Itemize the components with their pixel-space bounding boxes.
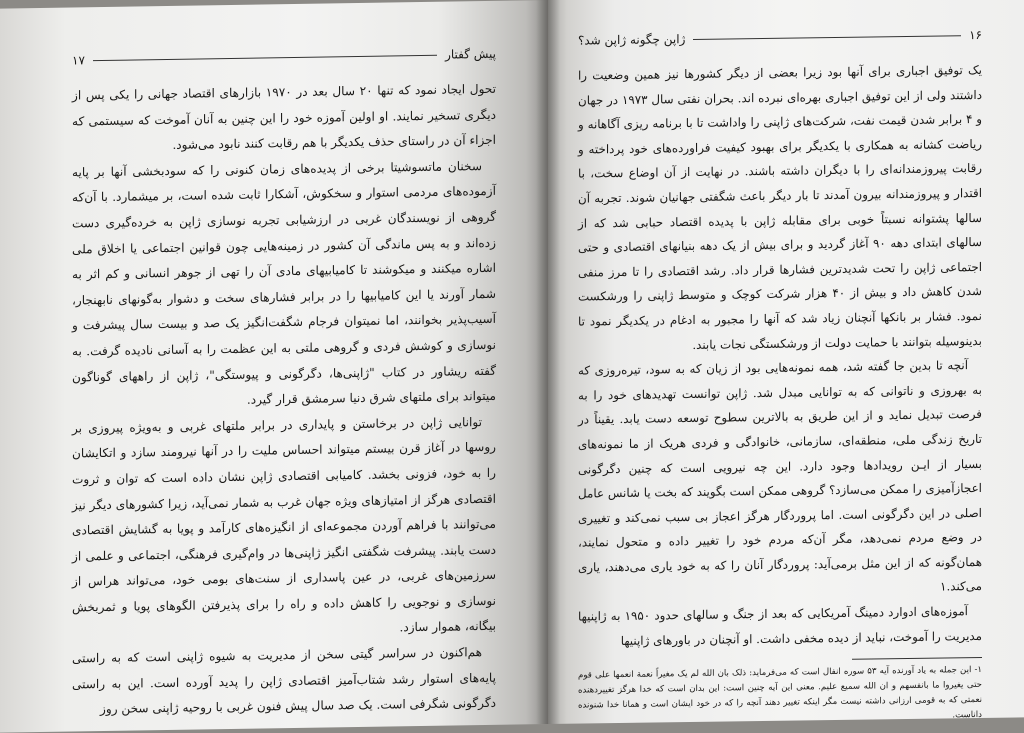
left-paragraph-2: سخنان ماتسوشیتا برخی از پدیده‌های زمان کنونی را که سودبخشی آنها بر پایه آزموده‌های مردمی استوار و سخکوش، آشکارا ثابت شده است، بر میشمارد. با آن‌که گروهی از نویسندگان غربی در ارزشیابی تجربه نوسازی ژاپن به خرده‌گیری دست زده‌اند و به پس ماندگی آن کشور در زمینه‌هایی چون قوانین اجتماعی یا اخلاق ملی اشاره میکنند و میکوشند تا کامیابیهای مادی آن را تهی از جوهر انسانی و کم اثر به شمار آورند یا این کامیابیها را در برابر فشارهای سخت و دشوار به‌گونهای نابهنجار، آسیب‌پذیر بخوانند، اما نمیتوان فرجام شگفت‌انگیز یک صد و بیست سال پیشرفت و نوسازی و کوشش فردی و گروهی ملتی به این عظمت را به آسانی نادیده گرفت. به گفته ریشاور در کتاب "ژاپنی‌ها، دگرگونی و پیوستگی"، ژاپن از راههای گوناگون میتواند برای ملتهای شرق دنیا سرمشق قرار گیرد. (72, 158, 496, 407)
left-paragraph-4: هم‌اکنون در سراسر گیتی سخن از مدیریت به شیوه ژاپنی است که به راستی پایه‌های استوار رشد شتاب‌آمیز اقتصادی ژاپن را پدید آورده است. این به راستی دگرگونی شگرفی است. یک صد سال پیش فنون غربی با روحیه ژاپنی سخن روز (72, 645, 496, 717)
right-page-body (578, 58, 982, 654)
right-header-rule (693, 35, 961, 40)
left-header-rule (93, 54, 437, 60)
footnote-rule (852, 657, 982, 660)
right-page (548, 0, 1024, 724)
right-page-header (578, 28, 982, 48)
right-paragraph-3: آموزه‌های ادوارد دمینگ آمریکایی که بعد از جنگ و سالهای حدود ۱۹۵۰ به ژاپنیها مدیریت را آموخت، نباید از دیده مخفی داشت. او آنچنان در باورهای ژاپنیها (578, 604, 982, 648)
right-paragraph-2: آنچه تا بدین جا گفته شد، همه نمونه‌هایی بود از زیان که به سود، تیره‌روزی که به بهروزی و ناتوانی که به توانایی مبدل شد. ژاپن توانست تهدیدهای خود را به فرصت تبدیل نماید و از این طریق به بالاترین سطوح توسعه دست یابد. یقیناً در تاریخ زندگی ملی، منطقه‌ای، سازمانی، خانوادگی و فردی هریک از ما نمونه‌های بسیار از ایـن رویدادها وجود دارد. این چه نیرویی است که چنین دگرگونی اعجازآمیزی را ممکن می‌سازد؟ گروهی ممکن است بگویند که بخت یا شانس عامل اصلی در این دگرگونی است. اما پروردگار هرگز اعجاز بی سبب نمی‌کند و تغییری در وضع مردم نمی‌دهد، مگر آن‌که مردم خود را تغییر داده و متحول نمایند، همان‌گونه که از این مثل برمی‌آید: پروردگار آنان را که به خود یاری می‌دهند، یاری می‌کند.۱ (578, 358, 982, 594)
left-header-title: پیش گفتار (445, 46, 496, 62)
right-paragraph-1: یک توفیق اجباری برای آنها بود زیرا بعضی از دیگر کشورها نیز همین وضعیت را داشتند ولی از این توفیق اجباری بهره‌ای نبرده اند. بحران نفتی سال ۱۹۷۳ در جهان و ۴ برابر شدن قیمت نفت، شرکت‌های ژاپنی را واداشت تا با برنامه ریزی آگاهانه و ریاضت کشانه به همکاری با یکدیگر برای بهبود کیفیت فراورده‌های خود پرداخته و رقابت پیروزمندانه‌ای را با دیگران داشته باشند. در نهایت از آن اوضاع سخت، با اقتدار و پیروزمندانه بیرون آمدند تا بار دیگر باعث شگفتی جهانیان شوند. تجربه آن سالها پشتوانه نسبتاً خوبی برای مقابله ژاپن با پدیده اقتصاد حبابی شد که از سالهای ابتدای دهه ۹۰ آغاز گردید و برای بیش از یک دهه بنیانهای اقتصادی و حتی اجتماعی ژاپن را تحت شدیدترین فشارها قرار داد. رشد اقتصادی را تا مرز منفی شدن کاهش داد و بیش از ۴۰ هزار شرکت کوچک و متوسط ژاپنی را ورشکست نمود. فشار بر بانکها آنچنان زیاد شد که آنها را مجبور به ادغام در یکدیگر نمود تا بدینوسیله بتوانند با حمایت دولت از ورشکستگی نجات یابند. (578, 62, 983, 352)
book-gutter-shadow (536, 0, 560, 724)
left-paragraph-1: تحول ایجاد نمود که تنها ۲۰ سال بعد در ۱۹۷۰ بازارهای اقتصاد جهانی را یکی پس از دیگری تسخیر نمایند. او اولین آموزه خود را این چنین به آنان آموخت که سیستمی که اجزاء آن در راستای حذف یکدیگر با هم رقابت کنند نابود می‌شود. (72, 81, 496, 153)
right-header-title: ژاپن چگونه ژاپن شد؟ (578, 32, 686, 48)
footnote: ۱- این جمله به یاد آورنده آیه ۵۳ سوره انفال است که می‌فرماید: ذلک بان الله لم یک مغیراً نعمة انعمها علی قوم حتی یغیروا ما بانفسهم و ان الله سمیع علیم. معنی این آیه چنین است: این بدان است که خدا هرگز تغییردهنده نعمتی که به قومی ارزانی داشته نیست مگر اینکه تغییر دهند آنچه را که در خود ایشان است و همانا خدا شنونده داناست. (578, 665, 982, 721)
left-page-header (72, 47, 496, 68)
left-paragraph-3: توانایی ژاپن در برخاستن و پایداری در برابر ملتهای غربی و به‌ویژه پیروزی بر روسها در آغاز قرن بیستم میتواند احساس ملیت را در آنها نیرومند سازد و اتکایشان را به خود، فزونی بخشد. کامیابی اقتصادی ژاپن نشان داده است که توان و ثروت اقتصادی هرگز از امتیازهای ویژه جهان غرب به شمار نمی‌آید، زیرا کشورهای دیگر نیز می‌توانند با فراهم آوردن مجموعه‌ای از انگیزه‌های کارآمد و پویا به گشایش اقتصادی دست یابند. پیشرفت شگفتی انگیز ژاپنی‌ها در وام‌گیری فرهنگی، اجتماعی و علمی از سرزمین‌های غربی، در عین پاسداری از سنت‌های بومی خود، می‌تواند هراس از نوسازی و نوجویی را کاهش داده و راه را برای پذیرفتن الگوهای پویا و ثمربخش بیگانه، هموار سازد. (72, 414, 496, 635)
left-page-body (72, 77, 496, 724)
left-page-number: ۱۷ (72, 53, 85, 68)
right-page-number: ۱۶ (969, 27, 982, 43)
